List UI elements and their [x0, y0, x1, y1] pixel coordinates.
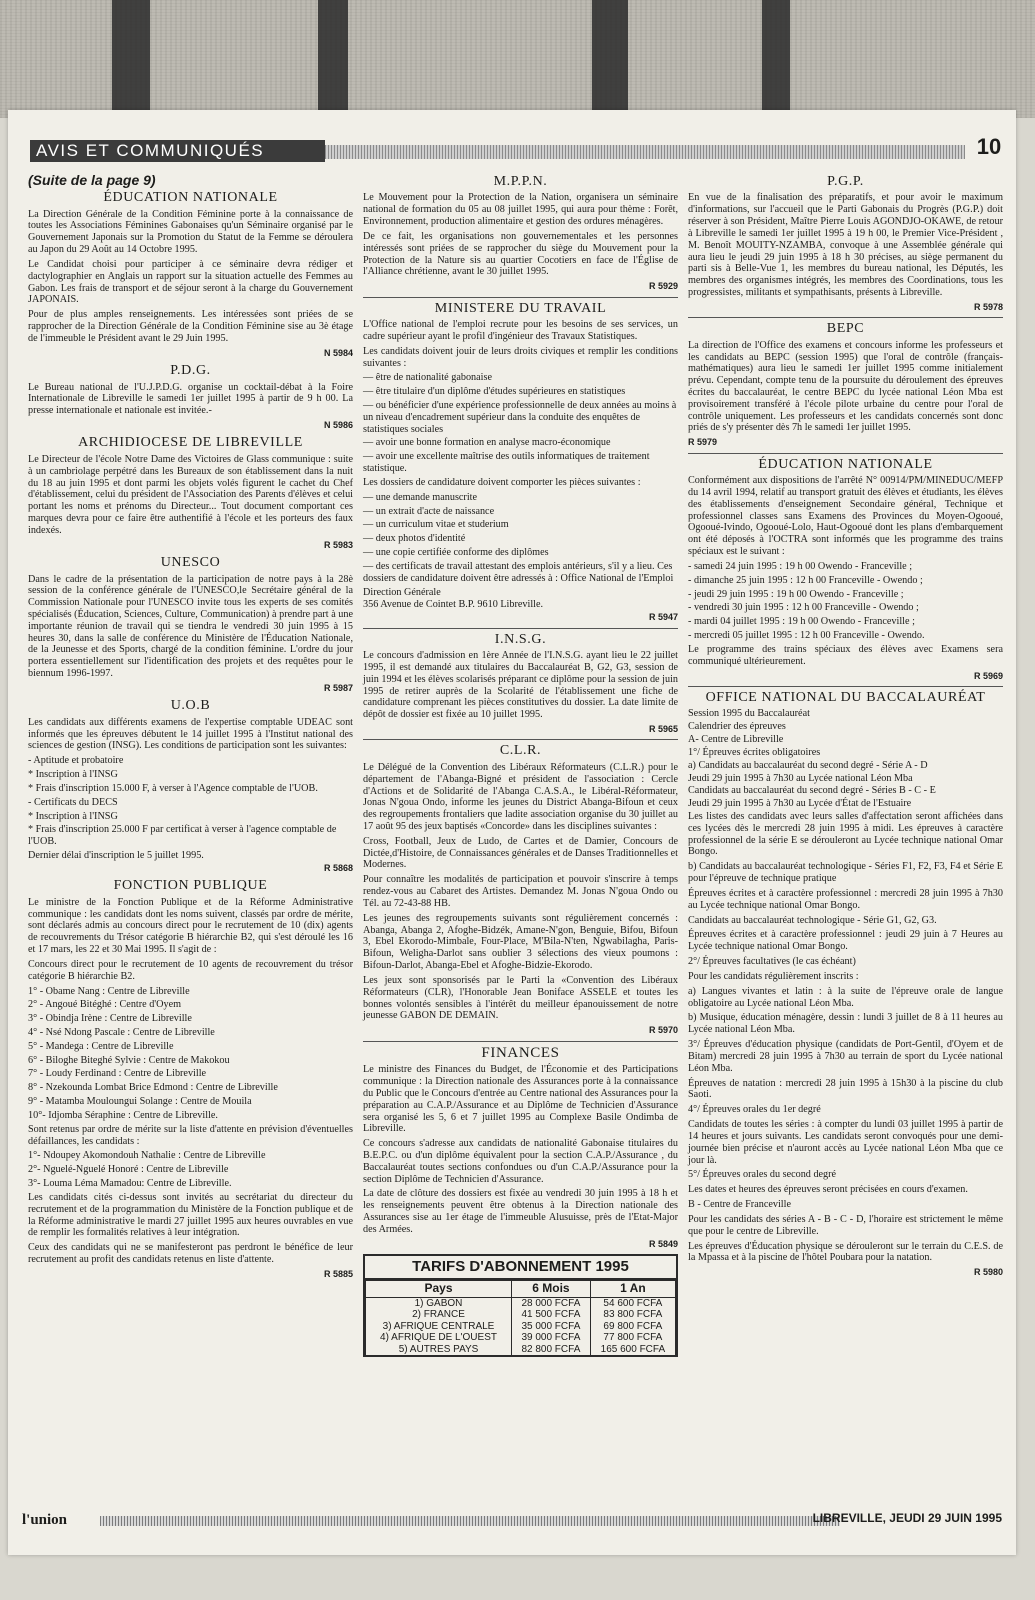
notice-reference: N 5984: [323, 347, 353, 358]
divider: [363, 739, 678, 740]
list-item: — une copie certifiée conforme des diplômes: [363, 547, 549, 559]
list-item: - dimanche 25 juin 1995 : 12 h 00 Franceville - Owendo ;: [688, 574, 923, 586]
notice-text: Les dates et heures des épreuves seront précisées en cours d'examen.: [688, 1184, 968, 1196]
notice-education-nationale: [28, 190, 353, 358]
notice-text: Sont retenus par ordre de mérite sur la liste d'attente en prévision d'éventuelles défaillances, les candidats :: [28, 1123, 353, 1147]
continued-note: (Suite de la page 9): [28, 172, 156, 188]
notice-text: De ce fait, les organisations non gouvernementales et les personnes intéressés sont priées de se rapprocher du siège du Mouvement pour la Protection de la Nature sis au quartier Cocotiers en face de l'Église de l'Alliance chrétienne, avant le 30 juillet 1995.: [363, 230, 678, 278]
notice-bepc: [688, 321, 1003, 447]
column-right: [688, 172, 1003, 1283]
notice-text: Dernier délai d'inscription le 5 juillet 1995.: [28, 850, 204, 862]
notice-text: Le concours d'admission en 1ère Année de l'I.N.S.G. ayant lieu le 22 juillet 1995, il est demandé aux titulaires du Baccalauréat B, G2, G3, session de juin 1994 et les élèves scolarisés préparant ce diplôme pour la session de juin 1995 de retirer auprès de la Scolarité de l'établissement une fiche de candidature comprenant les pièces constitutives du dossier. La date limite de dépôt de dossier est fixée au 10 juillet 1995.: [363, 650, 678, 721]
divider: [688, 686, 1003, 687]
list-item: - Certificats du DECS: [28, 796, 118, 808]
notice-line: A- Centre de Libreville: [688, 734, 784, 746]
notice-text: B - Centre de Franceville: [688, 1199, 791, 1211]
notice-fonction-publique: [28, 878, 353, 1279]
notice-text: Le Bureau national de l'U.J.P.D.G. organise un cocktail-débat à la Foire Internationale de Libreville le samedi 1er juillet 1995 à partir de 9 h 00. La presse internationale et nationale est invitée.-: [28, 381, 353, 417]
list-item: — deux photos d'identité: [363, 533, 466, 545]
notice-text: La Direction Générale de la Condition Féminine porte à la connaissance de toutes les Associations Féminines Gabonaises qu'un Séminaire organisé par le Gouvernement Japonais sur la Promotion du Statut de la Femme se déroulera au Japon du 29 Août au 14 Octobre 1995.: [28, 208, 353, 256]
notice-text: Pour les candidats des séries A - B - C - D, l'horaire est strictement le même que pour le centre de Libreville.: [688, 1213, 1003, 1237]
notice-line: Jeudi 29 juin 1995 à 7h30 au Lycée national Léon Mba: [688, 772, 913, 784]
notice-text: Concours direct pour le recrutement de 10 agents de recouvrement du trésor catégorie B hiérarchie B2.: [28, 958, 353, 982]
list-item: * Inscription à l'INSG: [28, 769, 118, 781]
list-item: 6° - Biloghe Biteghé Sylvie : Centre de Makokou: [28, 1054, 230, 1066]
list-item: 3° - Obindja Irène : Centre de Libreville: [28, 1013, 192, 1025]
notice-title: P.G.P.: [827, 174, 864, 189]
notice-line: Calendrier des épreuves: [688, 721, 786, 733]
notice-line: Session 1995 du Baccalauréat: [688, 708, 810, 720]
divider: [688, 453, 1003, 454]
list-item: - mardi 04 juillet 1995 : 19 h 00 Owendo - Franceville ;: [688, 616, 915, 628]
list-item: 3°- Louma Léma Mamadou: Centre de Libreville.: [28, 1178, 232, 1190]
address-line: 356 Avenue de Cointet B.P. 9610 Libreville.: [363, 599, 544, 611]
notice-title: I.N.S.G.: [494, 631, 547, 647]
column-left: [28, 172, 353, 1284]
table-cell-one-year: 54 600 FCFA 83 800 FCFA 69 800 FCFA 77 800 FCFA 165 600 FCFA: [590, 1297, 675, 1355]
notice-text: Conformément aux dispositions de l'arrêté N° 00914/PM/MINEDUC/MEFP du 14 avril 1994, relatif au transport gratuit des élèves et étudiants, les élèves des établissements d'enseignement Secondaire général, Technique et professionnel classes sans Examens des Provinces du Moyen-Ogooué, Ogooué-Ivindo, Ogooué-Lolo, Haut-Ogooué dont les plans d'embarquement ont été déposés à l'OCTRA sont informés que les programme des trains spéciaux est le suivant :: [688, 475, 1003, 558]
notice-title: C.L.R.: [499, 743, 542, 759]
list-item: — un extrait d'acte de naissance: [363, 505, 495, 517]
notice-text: Épreuves de natation : mercredi 28 juin 1995 à 15h30 à la piscine du club Saoti.: [688, 1077, 1003, 1101]
conditions-list: [28, 755, 353, 848]
list-item: — être de nationalité gabonaise: [363, 372, 492, 384]
subscription-rates-title: TARIFS D'ABONNEMENT 1995: [365, 1256, 676, 1279]
list-item: — ou bénéficier d'une expérience professionnelle de deux années au moins à un niveau d'encadrement supérieur dans la conduite des enquêtes de statistiques sociales: [363, 399, 677, 435]
dateline: LIBREVILLE, JEUDI 29 JUIN 1995: [812, 1511, 1002, 1525]
waiting-list: [28, 1150, 353, 1189]
list-item: - vendredi 30 juin 1995 : 12 h 00 Franceville - Owendo ;: [688, 602, 919, 614]
section-title: AVIS ET COMMUNIQUÉS: [30, 140, 325, 162]
notice-text: 2°/ Épreuves facultatives (le cas échéant): [688, 956, 856, 968]
notice-text: Pour connaître les modalités de participation et pouvoir s'inscrire à temps rendez-vous au Cabaret des Artistes. Demandez M. Jonas N'goua Ondo ou Tél. au 72-43-88 HB.: [363, 874, 678, 909]
notice-reference: N 5986: [323, 420, 353, 431]
documents-list: [363, 492, 678, 585]
notice-title: UNESCO: [160, 555, 221, 571]
page-footer: [8, 1510, 1016, 1532]
list-item: 2° - Angoué Bitéghé : Centre d'Oyem: [28, 999, 182, 1011]
notice-title: FONCTION PUBLIQUE: [113, 878, 268, 894]
subscription-rates-box: [363, 1254, 678, 1357]
notice-text: Les dossiers de candidature doivent comporter les pièces suivantes :: [363, 476, 641, 488]
divider: [363, 628, 678, 629]
notice-reference: R 5970: [648, 1025, 678, 1036]
list-item: — un curriculum vitae et studerium: [363, 519, 509, 531]
page-number: 10: [976, 134, 1002, 159]
notice-line: Candidats au baccalauréat du second degré - Séries B - C - E: [688, 785, 936, 797]
notice-text: Ceux des candidats qui ne se manifesteront pas perdront le bénéfice de leur recrutement au profit des candidats retenus en liste d'attente.: [28, 1242, 353, 1266]
list-item: — avoir une excellente maîtrise des outils informatiques de traitement statistique.: [363, 451, 650, 475]
notice-text: Les épreuves d'Éducation physique se dérouleront sur le terrain du C.E.S. de la Mpassa et à la piscine de l'hôtel Poubara pour la natation.: [688, 1240, 1003, 1264]
notice-reference: R 5978: [973, 301, 1003, 312]
notice-text: Le ministre de la Fonction Publique et de la Réforme Administrative communique : les candidats dont les noms suivent, classés par ordre de mérite, sont déclarés admis au concours direct pour le recrutement de 10 (dix) agents de recouvrements du Trésor catégorie B hiérarchie B2, qui s'est déroulé les 16 et 17 mars, les 22 et 30 Mai 1995. Il s'agit de :: [28, 896, 353, 956]
notice-text: Le Directeur de l'école Notre Dame des Victoires de Glass communique : suite à un cambriolage perpétré dans les Bureaux de son établissement dans la nuit du 18 au juin 1995 et dont parmi les objets volés figurent le cachet du Chef d'établissement, celui du président de l'Association des Parents d'élèves et celui portant les noms et prénoms du Directeur... Tout document comportant ces marques devra pour ce faire être authentifié à l'école et les porteurs des faux indexés.: [28, 453, 353, 536]
list-item: — avoir une bonne formation en analyse macro-économique: [363, 437, 611, 449]
notice-text: Le Mouvement pour la Protection de la Nation, organisera un séminaire national de formation du 05 au 08 juillet 1995, qui aura pour thème : Forêt, Environnement, production alimentaire et gestion des ordures ménagères.: [363, 192, 678, 228]
list-item: - mercredi 05 juillet 1995 : 12 h 00 Franceville - Owendo.: [688, 630, 925, 642]
list-item: 7° - Loudy Ferdinand : Centre de Libreville: [28, 1068, 207, 1080]
scan-dark-band: [318, 0, 348, 118]
header-rule: [325, 145, 965, 159]
notice-insg: [363, 632, 678, 735]
notice-reference: R 5868: [323, 862, 353, 873]
notice-text: Le Délégué de la Convention des Libéraux Réformateurs (C.L.R.) pour le département de l'Abanga-Bigné et président de l'association : Cercle d'Actions et de Solidarité de l'Abanga C.A.S.A., le Libéral-Réformateur, Jonas N'goua Ondo, informe les jeunes du District Abanga-Bifoun et ceux des regroupements frontaliers que ladite association organise du 30 juillet au 17 août 95 des jeux baptisés «Concorde» dans les disciplines suivantes :: [363, 761, 678, 832]
notice-title: U.O.B: [170, 698, 211, 714]
list-item: 8° - Nzekounda Lombat Brice Edmond : Centre de Libreville: [28, 1082, 278, 1094]
notice-pgp: [688, 174, 1003, 312]
scan-dark-band: [112, 0, 150, 118]
notice-title: FINANCES: [481, 1044, 560, 1061]
list-item: * Frais d'inscription 15.000 F, à verser à l'Agence comptable de l'UOB.: [28, 782, 318, 794]
table-header-row: [366, 1280, 676, 1297]
list-item: - Aptitude et probatoire: [28, 755, 124, 767]
divider: [363, 1041, 678, 1042]
list-item: 4° - Nsé Ndong Pascale : Centre de Libreville: [28, 1027, 215, 1038]
table-row: [366, 1297, 676, 1355]
column-header: Pays: [366, 1280, 512, 1297]
notice-title: ARCHIDIOCESE DE LIBREVILLE: [78, 435, 303, 451]
notice-text: En vue de la finalisation des préparatifs, et pour avoir le maximum d'informations, sur l'accueil que le Parti Gabonais du Progrès (P.G.P.) doit réserver à son Président, Maître Pierre Louis AGONDJO-OKAWE, de retour à Libreville le samedi 1er juillet 1995 à 19 h 00, le Premier Vice-Président , M. Benoît MOUITY-NZAMBA, convoque à une Assemblée générale qui aura lieu le jeudi 29 juin 1995 à 18 h 30 précises, au siège permanent du parti sis à Belle-Vue 1, les membres du bureau national, les Députés, les membres des organismes intégrés, les membres des Coordinations, tous les progressistes, militants et sympathisants, présents à Libreville.: [688, 192, 1003, 299]
notice-text: Le programme des trains spéciaux des élèves avec Examens sera communiqué ultérieurement.: [688, 643, 1003, 667]
scan-dark-band: [762, 0, 790, 118]
address-line: Direction Générale: [363, 586, 441, 598]
notice-reference: R 5929: [648, 281, 678, 292]
notice-text: Pour de plus amples renseignements. Les intéressées sont priées de se rapprocher de la Direction Générale de la Condition Féminine sise au 3è étage de l'immeuble le Président avant le 29 Juin 1995.: [28, 309, 353, 344]
notice-text: a) Langues vivantes et latin : à la suite de l'épreuve orale de langue obligatoire au Lycée national Léon Mba.: [688, 985, 1003, 1009]
notice-text: Les candidats doivent jouir de leurs droits civiques et remplir les conditions suivantes :: [363, 345, 678, 369]
notice-text: 4°/ Épreuves orales du 1er degré: [688, 1104, 821, 1116]
notice-text: Le Candidat choisi pour participer à ce séminaire devra rédiger et dactylographier en Anglais un rapport sur la situation actuelle des Femmes au Gabon. Les frais de transport et de séjour seront à la charge du Gouvernement JAPONAIS.: [28, 258, 353, 306]
list-item: — être titulaire d'un diplôme d'études supérieures en statistiques: [363, 386, 626, 398]
notice-line: Jeudi 29 juin 1995 à 7h30 au Lycée d'État de l'Estuaire: [688, 798, 912, 810]
list-item: — des certificats de travail attestant des emplois antérieurs, s'il y a lieu. Ces dossiers de candidature doivent être adressés à : Office National de l'Emploi: [363, 560, 674, 584]
notice-title: M.P.P.N.: [493, 174, 548, 189]
notice-text: 5°/ Épreuves orales du second degré: [688, 1169, 837, 1181]
list-item: * Frais d'inscription 25.000 F par certificat à verser à l'agence comptable de l'UOB.: [28, 824, 337, 848]
table-cell-countries: 1) GABON 2) FRANCE 3) AFRIQUE CENTRALE 4) AFRIQUE DE L'OUEST 5) AUTRES PAYS: [366, 1297, 512, 1355]
notice-text: Épreuves écrites et à caractère professionnel : jeudi 29 juin à 7 Heures au Lycée technique national Omar Bongo.: [688, 929, 1003, 953]
list-item: 1° - Obame Nang : Centre de Libreville: [28, 985, 190, 997]
table-cell-six-months: 28 000 FCFA 41 500 FCFA 35 000 FCFA 39 000 FCFA 82 800 FCFA: [512, 1297, 591, 1355]
notice-uob: [28, 698, 353, 873]
scan-background: [0, 0, 1035, 118]
notice-mppn: [363, 174, 678, 292]
notice-reference: R 5965: [648, 724, 678, 735]
notice-text: Les candidats cités ci-dessus sont invités au secrétariat du directeur du recrutement et de la programmation du Ministère de la Fonction publique et de la Réforme administrative le mardi 27 juillet 1995 aux heures ouvrables en vue de remplir les formalités relatives à leur intégration.: [28, 1191, 353, 1239]
list-item: - jeudi 29 juin 1995 : 19 h 00 Owendo - Franceville ;: [688, 588, 904, 600]
divider: [363, 297, 678, 298]
notice-title: BEPC: [826, 321, 865, 337]
list-item: 9° - Matamba Mouloungui Solange : Centre de Mouila: [28, 1096, 252, 1108]
scan-dark-band: [592, 0, 628, 118]
notice-text: L'Office national de l'emploi recrute pour les besoins de ses services, un cadre supérieur ayant le profil d'ingénieur des Travaux Statistiques.: [363, 319, 678, 342]
notice-text: Les listes des candidats avec leurs salles d'affectation seront affichées dans ces lycées dès le mercredi 28 juin 1995 à midi. Les épreuves à caractère professionnel de la série E se dérouleront au Lycée technique national Omar Bongo.: [688, 811, 1003, 858]
notice-reference: R 5947: [648, 612, 678, 623]
masthead-logo: l'union: [22, 1512, 68, 1528]
notice-pdg: [28, 363, 353, 430]
notice-text: b) Candidats au baccalauréat technologique - Séries F1, F2, F3, F4 et Série E pour l'épreuve de technique pratique: [688, 861, 1003, 885]
list-item: 2°- Nguelé-Nguelé Honoré : Centre de Libreville: [28, 1164, 229, 1176]
notice-baccalaureat: [688, 690, 1003, 1278]
notice-title: MINISTERE DU TRAVAIL: [434, 300, 607, 316]
notice-title: OFFICE NATIONAL DU BACCALAURÉAT: [705, 689, 986, 705]
list-item: 5° - Mandega : Centre de Libreville: [28, 1040, 174, 1052]
notice-text: Pour les candidats régulièrement inscrits :: [688, 970, 859, 982]
notice-reference: R 5980: [973, 1267, 1003, 1278]
notice-text: Les candidats aux différents examens de l'expertise comptable UDEAC sont informés que les épreuves débutent le 14 juillet 1995 à l'Institut national des sciences de gestion (INSG). Les conditions de participation sont les suivantes:: [28, 716, 353, 752]
notice-clr: [363, 743, 678, 1035]
divider: [688, 317, 1003, 318]
list-item: 1°- Ndoupey Akomondouh Nathalie : Centre de Libreville: [28, 1150, 266, 1162]
notice-reference: R 5969: [973, 670, 1003, 681]
notice-title: ÉDUCATION NATIONALE: [103, 190, 278, 206]
notice-ministere-travail: [363, 301, 678, 623]
notice-text: Ce concours s'adresse aux candidats de nationalité Gabonaise titulaires du B.E.P.C. ou d'un diplôme équivalent pour la section C.A.P./Assurance , du Baccalauréat toutes sections confondues ou d'un C.A.P./Assurance pour la section Diplôme de Technicien d'Assurance.: [363, 1138, 678, 1185]
column-header: 6 Mois: [512, 1280, 591, 1297]
notice-reference: R 5983: [323, 539, 353, 550]
notice-line: 1°/ Épreuves écrites obligatoires: [688, 746, 821, 758]
notice-finances: [363, 1045, 678, 1250]
subscription-rates-table: [365, 1280, 676, 1355]
notice-reference: R 5979: [688, 437, 718, 448]
notice-education-nationale-trains: [688, 457, 1003, 681]
list-item: * Inscription à l'INSG: [28, 810, 118, 822]
notice-reference: R 5987: [323, 682, 353, 693]
notice-text: Le ministre des Finances du Budget, de l'Économie et des Participations communique : la Direction nationale des Assurances porte à la connaissance du Public que le Concours d'entrée au Centre national des Assurances pour la préparation au C.A.P./Assurance et au Diplôme de Technicien d'Assurance sera organisé les 5, 6 et 7 juillet 1995 au Complexe Basile Ondimba de Libreville.: [363, 1064, 678, 1135]
notice-text: 3°/ Épreuves d'éducation physique (candidats de Port-Gentil, d'Oyem et de Bitam) mercredi 28 juin 1995 à 7h30 au terrain de sport du Lycée national Léon Mba.: [688, 1039, 1003, 1074]
notice-title: ÉDUCATION NATIONALE: [758, 456, 933, 472]
notice-text: Dans le cadre de la présentation de la participation de notre pays à la 28è session de la conférence générale de l'UNESCO,le Secrétaire général de la Commission Nationale pour l'UNESCO invite tous les experts de ses comités spécialisés (Éducation, Sciences, Culture, Communication) à prendre part à une importante réunion de travail qui se tiendra le vendredi 30 juin 1995 à 15 heures 30, dans la salle de conférence du Ministère de l'Éducation Nationale, de la Jeunesse et des Sports, chargé de la condition féminine. L'ordre du jour portera essentiellement sur l'identification des projets et des requêtes pour le biennum 1996-1997.: [28, 573, 353, 680]
conditions-list: [363, 372, 678, 475]
column-header: 1 An: [590, 1280, 675, 1297]
newspaper-page: [8, 110, 1016, 1555]
notice-text: La direction de l'Office des examens et concours informe les professeurs et les candidats au BEPC (session 1995) que l'oral de contrôle (français-mathématiques) aura lieu le samedi 1er juillet 1995 comme initialement prévu. Cependant, compte tenu de la poursuite du déroulement des épreuves écrites du baccalauréat, le centre BEPC du lycée national Léon Mba est provisoirement transféré à l'école pilote urbaine du centre pour l'oral de contrôle uniquement. Les professeurs et les candidats concernés sont donc priés de s'y présenter dès 7h le samedi 1er juillet 1995.: [688, 339, 1003, 434]
notice-text: Épreuves écrites et à caractère professionnel : mercredi 28 juin 1995 à 7h30 au Lycée technique national Omar Bongo.: [688, 887, 1003, 911]
list-item: 10°- Idjomba Séraphine : Centre de Libreville.: [28, 1109, 218, 1121]
notice-text: Candidats de toutes les séries : à compter du lundi 03 juillet 1995 à partir de 14 heures et jours suivants. Les candidats seront convoqués pour une demi-journée bien précise et n'auront accès au Lycée national Léon Mba que ce jour là.: [688, 1119, 1003, 1166]
footer-rule: [100, 1516, 840, 1526]
notice-unesco: [28, 555, 353, 693]
notice-reference: R 5849: [648, 1238, 678, 1249]
notice-text: Candidats au baccalauréat technologique - Série G1, G2, G3.: [688, 914, 937, 926]
train-schedule-list: [688, 561, 1003, 642]
list-item: - samedi 24 juin 1995 : 19 h 00 Owendo - Franceville ;: [688, 560, 913, 572]
column-middle: [363, 172, 678, 1357]
notice-line: a) Candidats au baccalauréat du second degré - Série A - D: [688, 759, 928, 771]
notice-text: Cross, Football, Jeux de Ludo, de Cartes et de Damier, Concours de Dictée,d'Histoire, de Connaissances générales et de Danses Traditionnelles et Modernes.: [363, 835, 678, 871]
notice-archidiocese: [28, 435, 353, 550]
admitted-list: [28, 986, 353, 1122]
list-item: — une demande manuscrite: [363, 491, 478, 503]
notice-reference: R 5885: [323, 1268, 353, 1279]
notice-text: La date de clôture des dossiers est fixée au vendredi 30 juin 1995 à 18 h et les renseignements peuvent être obtenus à la Direction nationale des Assurances sise au 1er étage de l'immeuble Alusuisse, près de l'Etat-Major des Armées.: [363, 1188, 678, 1235]
notice-text: Les jeux sont sponsorisés par le Parti la «Convention des Libéraux Réformateurs (CLR), l'Honorable Jean Boniface ASSELE et toutes les bonnes volontés sensibles à l'intérêt du meilleur épanouissement de notre jeunesse GABON DE DEMAIN.: [363, 974, 678, 1022]
notice-title: P.D.G.: [170, 363, 211, 379]
notice-text: b) Musique, éducation ménagère, dessin : lundi 3 juillet de 8 à 11 heures au Lycée national Léon Mba.: [688, 1012, 1003, 1036]
notice-text: Les jeunes des regroupements suivants sont régulièrement concernés : Abanga, Abanga 2, Afoghe-Bidzék, Amane-N'gon, Benguie, Bifou, Bifoun 3, Ebel Ekorodo-Mimbale, Four-Place, M'Bila-N'ten, Ngwabilagha, Paris-Bifoun, Weligha-Darlot sans oublier 3 sélections des vieux poumons : Bifoun-Darlot, Abanga-Ebel et Afoghe-Bidzie-Ekorodo.: [363, 912, 678, 972]
